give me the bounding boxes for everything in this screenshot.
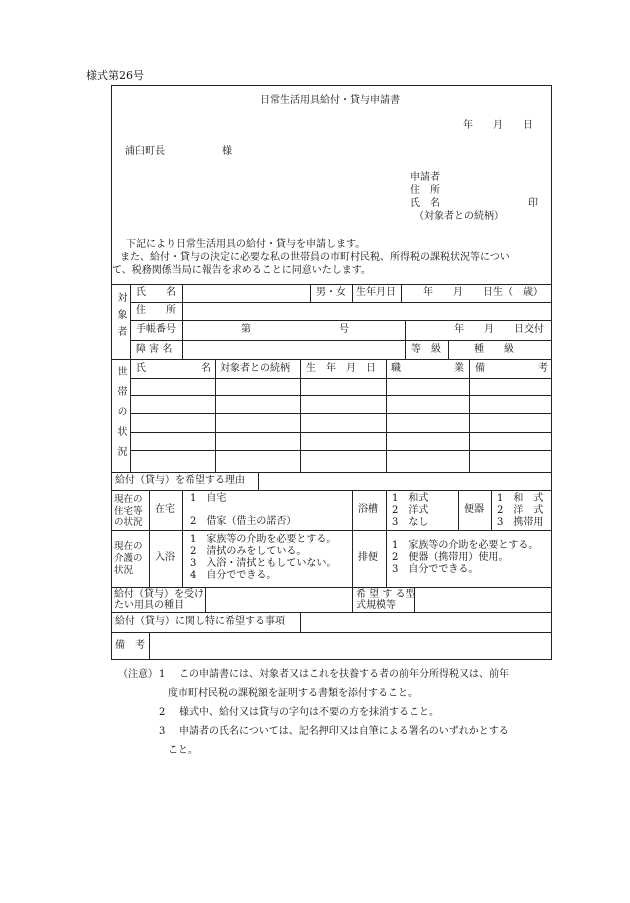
household-col-job-2: 業 bbox=[454, 363, 464, 374]
note-1-line-1: この申請書には、対象者又はこれを扶養する者の前年分所得税又は、前年 bbox=[179, 669, 509, 680]
model-label: 希 望 す る型式規模等 bbox=[356, 589, 416, 611]
care-bath-option-2: 2 清拭のみをしている。 bbox=[190, 546, 307, 557]
kind-label: 種 級 bbox=[474, 344, 514, 355]
remarks-label: 備 考 bbox=[115, 640, 145, 651]
notebook-no-label: 第 bbox=[241, 324, 251, 335]
housing-type: 在宅 bbox=[155, 504, 175, 515]
intro-line-2: また、給付・貸与の決定に必要な私の世帯員の市町村民税、所得税の課税状況等につい bbox=[120, 252, 510, 263]
seal-mark: 印 bbox=[528, 198, 538, 209]
toilet-label: 便器 bbox=[464, 504, 484, 515]
equipment-label: 給付（貸与）を受けたい用具の種目 bbox=[114, 589, 204, 611]
care-bath-label: 入浴 bbox=[155, 552, 175, 563]
household-col-note-2: 考 bbox=[538, 363, 548, 374]
notes-prefix: （注意） bbox=[118, 669, 158, 680]
applicant-name-label: 氏 名 bbox=[410, 198, 440, 209]
housing-label: 現在の住宅等の状況 bbox=[114, 494, 143, 528]
note-3-number: 3 bbox=[159, 726, 166, 737]
grade-label: 等 級 bbox=[411, 344, 441, 355]
subject-name-label: 氏 名 bbox=[136, 287, 176, 298]
applicant-label: 申請者 bbox=[410, 172, 440, 183]
disability-label: 障 害 名 bbox=[136, 344, 173, 355]
issued-label: 年 月 日交付 bbox=[454, 324, 544, 335]
bath-option-2: 2 洋式 bbox=[392, 505, 429, 516]
housing-option-1: 1 自宅 bbox=[190, 493, 227, 504]
form-title: 日常生活用具給付・貸与申請書 bbox=[260, 95, 400, 106]
household-col-note-1: 備 bbox=[475, 363, 485, 374]
toilet-option-2: 2 洋 式 bbox=[497, 505, 544, 516]
gender-label: 男・女 bbox=[316, 287, 346, 298]
intro-line-3: て、税務関係当局に報告を求めることに同意いたします。 bbox=[112, 265, 371, 276]
note-2: 様式中、給付又は貸与の字句は不要の方を抹消すること。 bbox=[179, 707, 439, 718]
care-bath-option-4: 4 自分でできる。 bbox=[190, 570, 277, 581]
addressee: 浦臼町長 bbox=[125, 146, 165, 157]
note-1-line-2: 度市町村民税の課税額を証明する書類を添付すること。 bbox=[168, 688, 418, 699]
toilet-option-3: 3 携帯用 bbox=[497, 517, 544, 528]
household-side-label: 世帯の状況 bbox=[115, 366, 126, 466]
toilet-option-1: 1 和 式 bbox=[497, 493, 544, 504]
form-number: 様式第26号 bbox=[86, 69, 144, 82]
bath-option-3: 3 なし bbox=[392, 517, 429, 528]
household-col-birth: 生 年 月 日 bbox=[306, 363, 376, 374]
bath-type-label: 浴槽 bbox=[358, 504, 378, 515]
care-excretion-option-1: 1 家族等の介助を必要とする。 bbox=[392, 540, 539, 551]
care-label: 現在の介護の状況 bbox=[114, 541, 143, 576]
note-1-number: 1 bbox=[159, 669, 166, 680]
birth-fill: 年 月 日生（ 歳） bbox=[423, 287, 543, 298]
care-excretion-label: 排便 bbox=[358, 552, 378, 563]
reason-label: 給付（貸与）を希望する理由 bbox=[115, 475, 245, 486]
household-col-relation: 対象者との続柄 bbox=[220, 363, 290, 374]
notebook-label: 手帳番号 bbox=[136, 324, 176, 335]
date-line: 年 月 日 bbox=[463, 120, 533, 131]
household-col-name-2: 名 bbox=[201, 363, 211, 374]
household-col-job-1: 職 bbox=[391, 363, 401, 374]
subject-address-label: 住 所 bbox=[136, 305, 176, 316]
special-request-label: 給付（貸与）に関し特に希望する事項 bbox=[115, 616, 285, 627]
intro-line-1: 下記により日常生活用具の給付・貸与を申請します。 bbox=[126, 239, 366, 250]
note-3-line-2: こと。 bbox=[168, 745, 198, 756]
notebook-go-label: 号 bbox=[339, 324, 349, 335]
note-3-line-1: 申請者の氏名については、記名押印又は自筆による署名のいずれかとする bbox=[179, 726, 509, 737]
household-col-name-1: 氏 bbox=[136, 363, 146, 374]
care-bath-option-3: 3 入浴・清拭ともしていない。 bbox=[190, 558, 337, 569]
applicant-relation-label: （対象者との続柄） bbox=[414, 211, 504, 222]
subject-side-label: 対象者 bbox=[115, 292, 126, 343]
birth-label: 生年月日 bbox=[356, 287, 396, 298]
care-bath-option-1: 1 家族等の介助を必要とする。 bbox=[190, 534, 337, 545]
applicant-address-label: 住 所 bbox=[410, 185, 440, 196]
addressee-suffix: 様 bbox=[222, 146, 232, 157]
note-2-number: 2 bbox=[159, 707, 166, 718]
housing-option-2: 2 借家（借主の諾否） bbox=[190, 516, 297, 527]
care-excretion-option-3: 3 自分でできる。 bbox=[392, 564, 479, 575]
bath-option-1: 1 和式 bbox=[392, 493, 429, 504]
care-excretion-option-2: 2 便器（携帯用）使用。 bbox=[392, 552, 509, 563]
